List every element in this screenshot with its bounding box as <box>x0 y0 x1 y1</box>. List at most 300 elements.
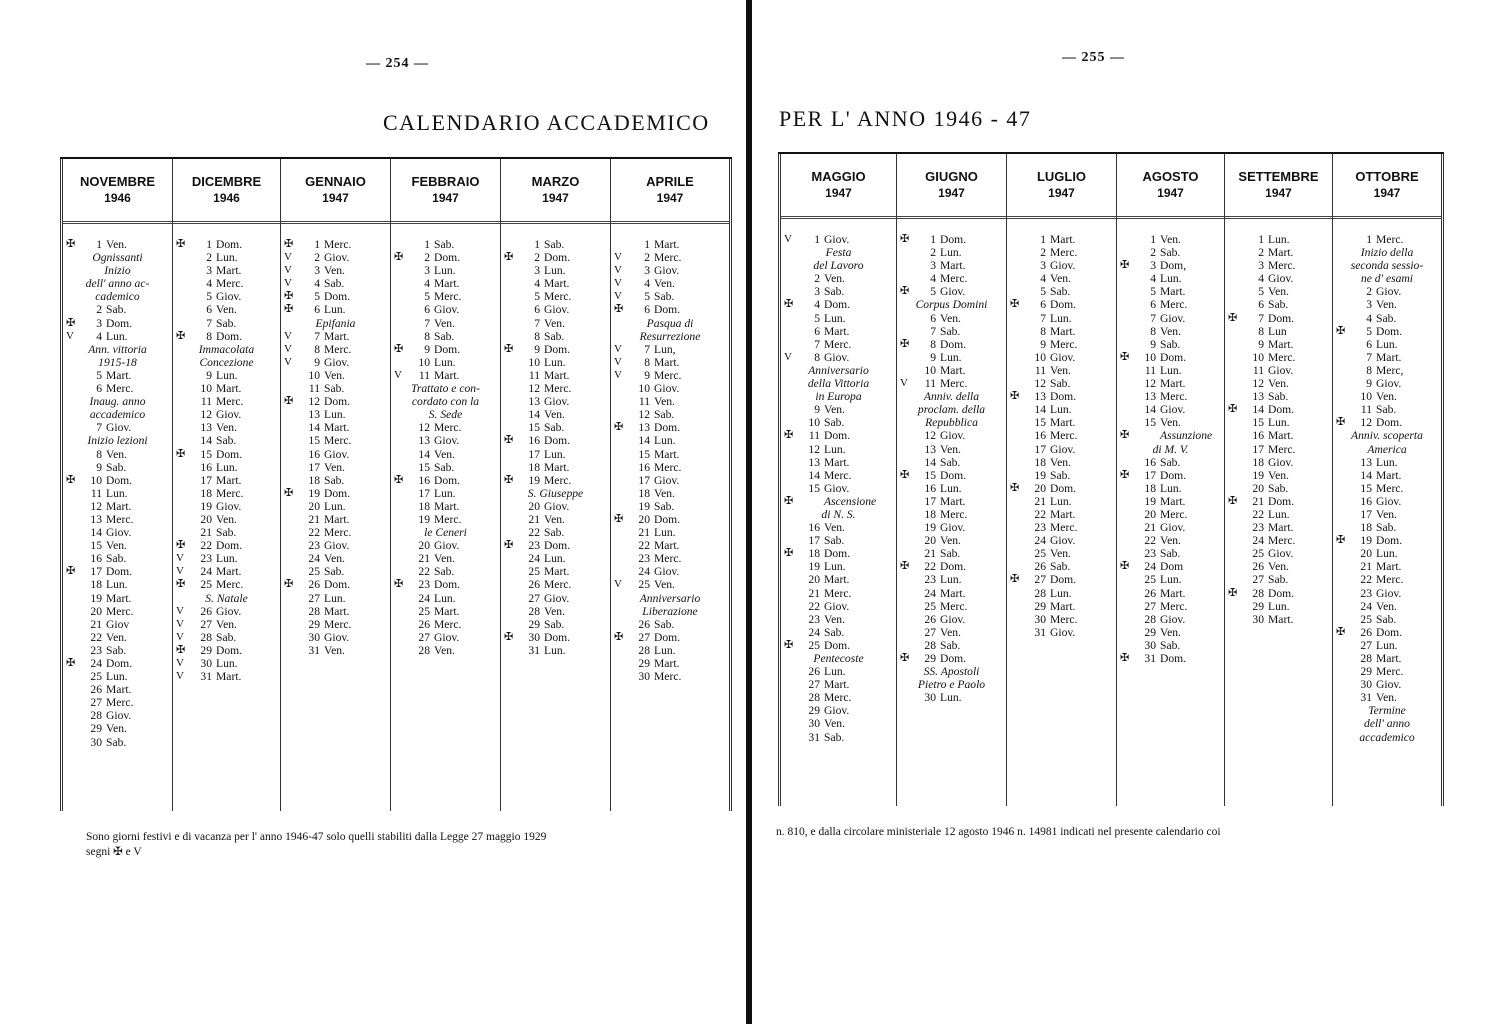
day-number: 22 <box>638 539 650 553</box>
weekday-name: Ven. <box>1160 324 1181 338</box>
weekday-name: Dom. <box>1050 298 1077 312</box>
weekday-name: Sab. <box>434 460 455 474</box>
weekday-name: Ven. <box>940 311 961 325</box>
weekday-name: Lun. <box>324 499 346 513</box>
day-mark <box>501 317 520 330</box>
weekday-name: Merc. <box>824 337 852 351</box>
weekday-name: Ven. <box>434 643 455 657</box>
weekday-name: Giov. <box>940 612 966 626</box>
month-year: 1947 <box>1265 186 1292 200</box>
day-row <box>391 290 500 303</box>
weekday-name: Dom. <box>324 486 351 500</box>
day-number: 7 <box>424 316 430 330</box>
day-mark <box>63 526 82 539</box>
holiday-note: Pietro e Paolo <box>917 678 986 692</box>
day-row <box>1117 547 1224 560</box>
day-mark <box>611 618 630 631</box>
weekday-name: Mart. <box>324 329 350 343</box>
day-row <box>781 587 896 600</box>
day-mark <box>1333 691 1352 704</box>
day-row <box>611 238 729 251</box>
weekday-name: Dom. <box>216 238 243 251</box>
weekday-name: Dom. <box>1268 403 1295 417</box>
day-row <box>1225 325 1332 338</box>
day-number: 5 <box>534 290 540 304</box>
weekday-name: Merc. <box>654 368 682 382</box>
weekday-name: Lun. <box>216 657 238 670</box>
month-header <box>1007 154 1116 219</box>
weekday-name: Sab. <box>1160 337 1181 351</box>
vacation-mark: V <box>176 670 184 683</box>
weekday-name: Ven. <box>1268 377 1289 391</box>
day-row <box>1225 285 1332 298</box>
vacation-mark: V <box>614 342 622 355</box>
day-row <box>63 539 172 552</box>
day-mark <box>1225 560 1244 573</box>
weekday-name: Mart. <box>940 363 966 377</box>
day-row <box>1117 495 1224 508</box>
weekday-name: Merc. <box>434 617 462 631</box>
day-number: 14 <box>1034 403 1046 417</box>
day-number: 19 <box>1360 534 1372 548</box>
day-mark <box>611 670 630 683</box>
weekday-name: Ven. <box>1050 272 1071 286</box>
weekday-name: Dom. <box>940 652 967 665</box>
day-row <box>391 644 500 657</box>
day-number: 1 <box>1040 233 1046 246</box>
day-number: 20 <box>1034 481 1046 495</box>
weekday-name: Ven. <box>654 486 675 500</box>
day-row <box>173 461 280 474</box>
day-row <box>1117 325 1224 338</box>
day-row <box>781 731 896 744</box>
day-number: 1 <box>1150 233 1156 246</box>
day-row <box>1225 298 1332 311</box>
day-number: 10 <box>200 382 212 396</box>
day-number: 18 <box>808 547 820 561</box>
day-mark <box>1225 482 1244 495</box>
weekday-name: Giov. <box>1050 625 1076 639</box>
day-number: 10 <box>1360 390 1372 404</box>
day-row <box>611 461 729 474</box>
weekday-name: Lun. <box>216 251 238 265</box>
day-number: 4 <box>1150 272 1156 286</box>
day-row <box>611 474 729 487</box>
day-row <box>281 526 390 539</box>
holiday-cross-icon: ✠ <box>504 342 514 355</box>
weekday-name: Ven. <box>1050 455 1071 469</box>
day-mark <box>501 644 520 657</box>
day-mark <box>781 573 800 586</box>
day-row <box>63 618 172 631</box>
day-row <box>1333 652 1441 665</box>
weekday-name: Mart. <box>824 455 850 469</box>
day-mark <box>1117 285 1136 298</box>
holiday-note: Epifania <box>315 316 356 330</box>
day-number: 15 <box>528 421 540 435</box>
weekday-name: Lun. <box>654 526 676 540</box>
day-row <box>501 474 610 487</box>
day-number: 29 <box>200 643 212 657</box>
day-number: 6 <box>1258 298 1264 312</box>
day-row <box>63 709 172 722</box>
holiday-cross-icon: ✠ <box>1120 468 1130 481</box>
day-number: 30 <box>808 717 820 731</box>
day-number: 11 <box>528 368 540 382</box>
day-mark <box>781 403 800 416</box>
weekday-name: Dom. <box>654 630 681 644</box>
vacation-mark: V <box>176 630 184 643</box>
day-number: 14 <box>528 408 540 422</box>
day-mark <box>1333 390 1352 403</box>
day-mark <box>281 408 300 421</box>
day-row <box>173 539 280 552</box>
day-row <box>897 456 1006 469</box>
day-row <box>1333 691 1441 704</box>
day-mark <box>1225 233 1244 246</box>
day-number: 5 <box>96 368 102 382</box>
day-row <box>391 539 500 552</box>
day-mark <box>63 513 82 526</box>
weekday-name: Lun. <box>1268 416 1290 430</box>
day-number: 8 <box>1150 324 1156 338</box>
day-number: 14 <box>1360 468 1372 482</box>
holiday-cross-icon: ✠ <box>784 429 794 442</box>
day-mark <box>1225 325 1244 338</box>
day-number: 29 <box>528 617 540 631</box>
weekday-name: Dom. <box>434 578 461 592</box>
month-header <box>1333 154 1441 219</box>
holiday-note: cademico <box>95 290 140 304</box>
weekday-name: Merc. <box>106 512 134 526</box>
day-row <box>173 500 280 513</box>
weekday-name: Ven. <box>824 403 845 417</box>
vacation-mark: V <box>176 657 184 669</box>
vacation-mark: V <box>614 368 622 381</box>
weekday-name: Sab. <box>654 408 675 422</box>
weekday-name: Ven. <box>1160 233 1181 246</box>
day-mark <box>1333 469 1352 482</box>
weekday-name: Ven. <box>1376 298 1397 312</box>
day-mark <box>611 474 630 487</box>
weekday-name: Lun. <box>1160 481 1182 495</box>
day-number: 16 <box>90 552 102 566</box>
day-mark <box>1007 285 1026 298</box>
day-mark <box>1117 613 1136 626</box>
day-row <box>501 395 610 408</box>
holiday-cross-icon: ✠ <box>1228 311 1238 324</box>
day-mark <box>611 500 630 513</box>
day-mark <box>173 303 192 316</box>
day-row <box>1333 678 1441 691</box>
weekday-name: Lun. <box>1376 455 1398 469</box>
day-number: 22 <box>924 560 936 574</box>
day-row <box>611 513 729 526</box>
weekday-name: Mart. <box>216 264 242 278</box>
weekday-name: Lun. <box>1376 337 1398 351</box>
day-number: 16 <box>1144 455 1156 469</box>
day-number: 30 <box>1144 638 1156 652</box>
day-mark <box>173 408 192 421</box>
day-row <box>1225 560 1332 573</box>
day-mark <box>1117 312 1136 325</box>
day-mark <box>781 325 800 338</box>
day-number: 3 <box>424 264 430 278</box>
day-number: 10 <box>1034 350 1046 364</box>
day-mark <box>897 272 916 285</box>
day-number: 4 <box>930 272 936 286</box>
day-mark <box>281 513 300 526</box>
day-mark <box>281 631 300 644</box>
weekday-name: Mart. <box>324 512 350 526</box>
holiday-note: accademico <box>1359 730 1415 744</box>
day-number: 13 <box>1252 390 1264 404</box>
day-row <box>501 513 610 526</box>
weekday-name: Dom. <box>654 303 681 317</box>
day-row <box>1117 312 1224 325</box>
day-row <box>1007 351 1116 364</box>
day-row <box>1333 285 1441 298</box>
day-row <box>781 639 896 652</box>
weekday-name: Merc. <box>216 486 244 500</box>
day-number: 12 <box>808 442 820 456</box>
weekday-name: Ven. <box>824 521 845 535</box>
day-number: 6 <box>1040 298 1046 312</box>
day-row <box>1333 639 1441 652</box>
day-mark <box>391 565 410 578</box>
vacation-mark: V <box>284 251 292 264</box>
day-row <box>501 421 610 434</box>
weekday-name: Merc. <box>1376 481 1404 495</box>
day-row <box>1007 259 1116 272</box>
day-number: 3 <box>534 264 540 278</box>
day-number: 12 <box>638 408 650 422</box>
day-number: 22 <box>1360 573 1372 587</box>
day-row <box>501 317 610 330</box>
day-row <box>1225 534 1332 547</box>
day-mark <box>1333 508 1352 521</box>
day-row <box>1117 390 1224 403</box>
weekday-name: Merc. <box>1268 442 1296 456</box>
day-number: 10 <box>924 363 936 377</box>
day-number: 27 <box>924 625 936 639</box>
day-mark <box>281 539 300 552</box>
day-row <box>281 408 390 421</box>
day-row <box>1225 508 1332 521</box>
day-number: 30 <box>200 657 212 670</box>
day-mark <box>1225 246 1244 259</box>
day-row <box>611 644 729 657</box>
weekday-name: Lun. <box>1160 573 1182 587</box>
weekday-name: Dom, <box>1160 259 1187 273</box>
weekday-name: Sab. <box>1160 246 1181 260</box>
holiday-cross-icon: ✠ <box>284 578 294 591</box>
weekday-name: Giov. <box>940 521 966 535</box>
day-mark <box>1117 416 1136 429</box>
day-row <box>897 495 1006 508</box>
day-mark <box>897 534 916 547</box>
day-number: 12 <box>924 429 936 443</box>
day-row <box>1007 626 1116 639</box>
day-number: 2 <box>96 303 102 317</box>
day-row <box>1225 246 1332 259</box>
weekday-name: Ven. <box>1160 534 1181 548</box>
day-row <box>1225 272 1332 285</box>
day-mark <box>1333 613 1352 626</box>
day-mark <box>897 351 916 364</box>
day-number: 3 <box>644 264 650 278</box>
day-mark <box>63 644 82 657</box>
weekday-name: Dom. <box>824 547 851 561</box>
weekday-name: Mart. <box>824 324 850 338</box>
day-row <box>63 657 172 670</box>
day-row <box>1007 246 1116 259</box>
day-number: 14 <box>638 434 650 448</box>
day-number: 9 <box>814 403 820 417</box>
day-mark <box>1225 377 1244 390</box>
weekday-name: Ven. <box>1376 691 1397 705</box>
day-mark <box>897 246 916 259</box>
day-row <box>63 303 172 316</box>
day-row <box>1225 233 1332 246</box>
day-number: 6 <box>930 311 936 325</box>
day-mark <box>897 312 916 325</box>
weekday-name: Sab. <box>324 382 345 396</box>
day-number: 12 <box>1144 377 1156 391</box>
holiday-note: Inizio della <box>1360 246 1414 260</box>
day-mark <box>611 448 630 461</box>
day-mark <box>173 277 192 290</box>
day-mark <box>897 547 916 560</box>
day-row <box>501 631 610 644</box>
day-number: 29 <box>638 657 650 670</box>
weekday-name: Mart. <box>1376 468 1402 482</box>
weekday-name: Mart. <box>434 368 460 382</box>
day-row <box>781 403 896 416</box>
day-row <box>173 290 280 303</box>
holiday-cross-icon: ✠ <box>900 233 910 245</box>
day-mark <box>281 474 300 487</box>
day-mark <box>1333 652 1352 665</box>
day-row <box>1007 456 1116 469</box>
day-mark <box>1333 665 1352 678</box>
day-mark <box>391 631 410 644</box>
day-number: 4 <box>96 329 102 343</box>
weekday-name: Lun. <box>324 591 346 605</box>
weekday-name: Giov. <box>1050 442 1076 456</box>
day-row <box>1225 495 1332 508</box>
weekday-name: Sab. <box>1376 311 1397 325</box>
day-number: 10 <box>418 355 430 369</box>
weekday-name: Ascensione <box>824 494 877 508</box>
day-row <box>897 587 1006 600</box>
weekday-name: Mart. <box>1050 233 1076 246</box>
day-number: 21 <box>1034 494 1046 508</box>
month-year: 1947 <box>542 191 569 205</box>
day-mark <box>1225 338 1244 351</box>
day-row <box>391 303 500 316</box>
day-row <box>501 526 610 539</box>
day-row <box>1333 626 1441 639</box>
weekday-name: Giov. <box>1376 285 1402 299</box>
weekday-name: Giov. <box>940 429 966 443</box>
day-row <box>501 251 610 264</box>
day-mark <box>391 487 410 500</box>
day-row <box>391 565 500 578</box>
left-page-title: CALENDARIO ACCADEMICO <box>383 110 710 135</box>
day-row <box>1333 573 1441 586</box>
day-row <box>781 429 896 442</box>
day-row <box>281 369 390 382</box>
weekday-name: Merc. <box>1050 612 1078 626</box>
weekday-name: Dom. <box>106 565 133 579</box>
weekday-name: Sab. <box>824 625 845 639</box>
weekday-name: Merc. <box>824 586 852 600</box>
day-number: 15 <box>808 481 820 495</box>
day-row <box>1007 364 1116 377</box>
day-number: 12 <box>308 395 320 409</box>
day-row <box>1225 469 1332 482</box>
day-row <box>1333 390 1441 403</box>
month-name: NOVEMBRE <box>79 174 156 189</box>
weekday-name: Mart. <box>1268 429 1294 443</box>
weekday-name: Lun. <box>940 691 962 705</box>
day-mark <box>173 382 192 395</box>
weekday-name: Ven. <box>106 238 127 251</box>
day-row <box>63 578 172 591</box>
day-row <box>281 592 390 605</box>
day-number: 13 <box>200 421 212 435</box>
day-number: 20 <box>308 499 320 513</box>
day-row <box>63 696 172 709</box>
day-row <box>1225 573 1332 586</box>
day-number: 21 <box>638 526 650 540</box>
weekday-name: Merc, <box>1376 363 1404 377</box>
weekday-name: Dom. <box>940 468 967 482</box>
day-number: 15 <box>1252 416 1264 430</box>
holiday-cross-icon: ✠ <box>504 434 514 447</box>
day-number: 9 <box>644 368 650 382</box>
day-list <box>611 224 729 683</box>
holiday-cross-icon: ✠ <box>66 565 76 578</box>
day-mark <box>781 443 800 456</box>
day-number: 29 <box>808 704 820 718</box>
weekday-name: Lun. <box>216 460 238 474</box>
weekday-name: Lun. <box>324 303 346 317</box>
holiday-note: Concezione <box>199 355 254 369</box>
day-number: 26 <box>924 612 936 626</box>
day-row <box>1333 534 1441 547</box>
weekday-name: Merc. <box>1268 259 1296 273</box>
day-number: 12 <box>200 408 212 422</box>
weekday-name: Dom. <box>544 434 571 448</box>
weekday-name: Lun. <box>544 643 566 657</box>
day-number: 7 <box>1150 311 1156 325</box>
day-number: 16 <box>1034 429 1046 443</box>
day-number: 25 <box>418 604 430 618</box>
day-row <box>63 487 172 500</box>
day-mark <box>1333 482 1352 495</box>
day-number: 18 <box>90 578 102 592</box>
weekday-name: Sab. <box>434 329 455 343</box>
day-row <box>781 626 896 639</box>
weekday-name: Sab. <box>1050 468 1071 482</box>
day-mark <box>501 500 520 513</box>
day-mark <box>1007 259 1026 272</box>
day-row <box>611 526 729 539</box>
month-name: APRILE <box>646 174 694 189</box>
day-number: 6 <box>1150 298 1156 312</box>
